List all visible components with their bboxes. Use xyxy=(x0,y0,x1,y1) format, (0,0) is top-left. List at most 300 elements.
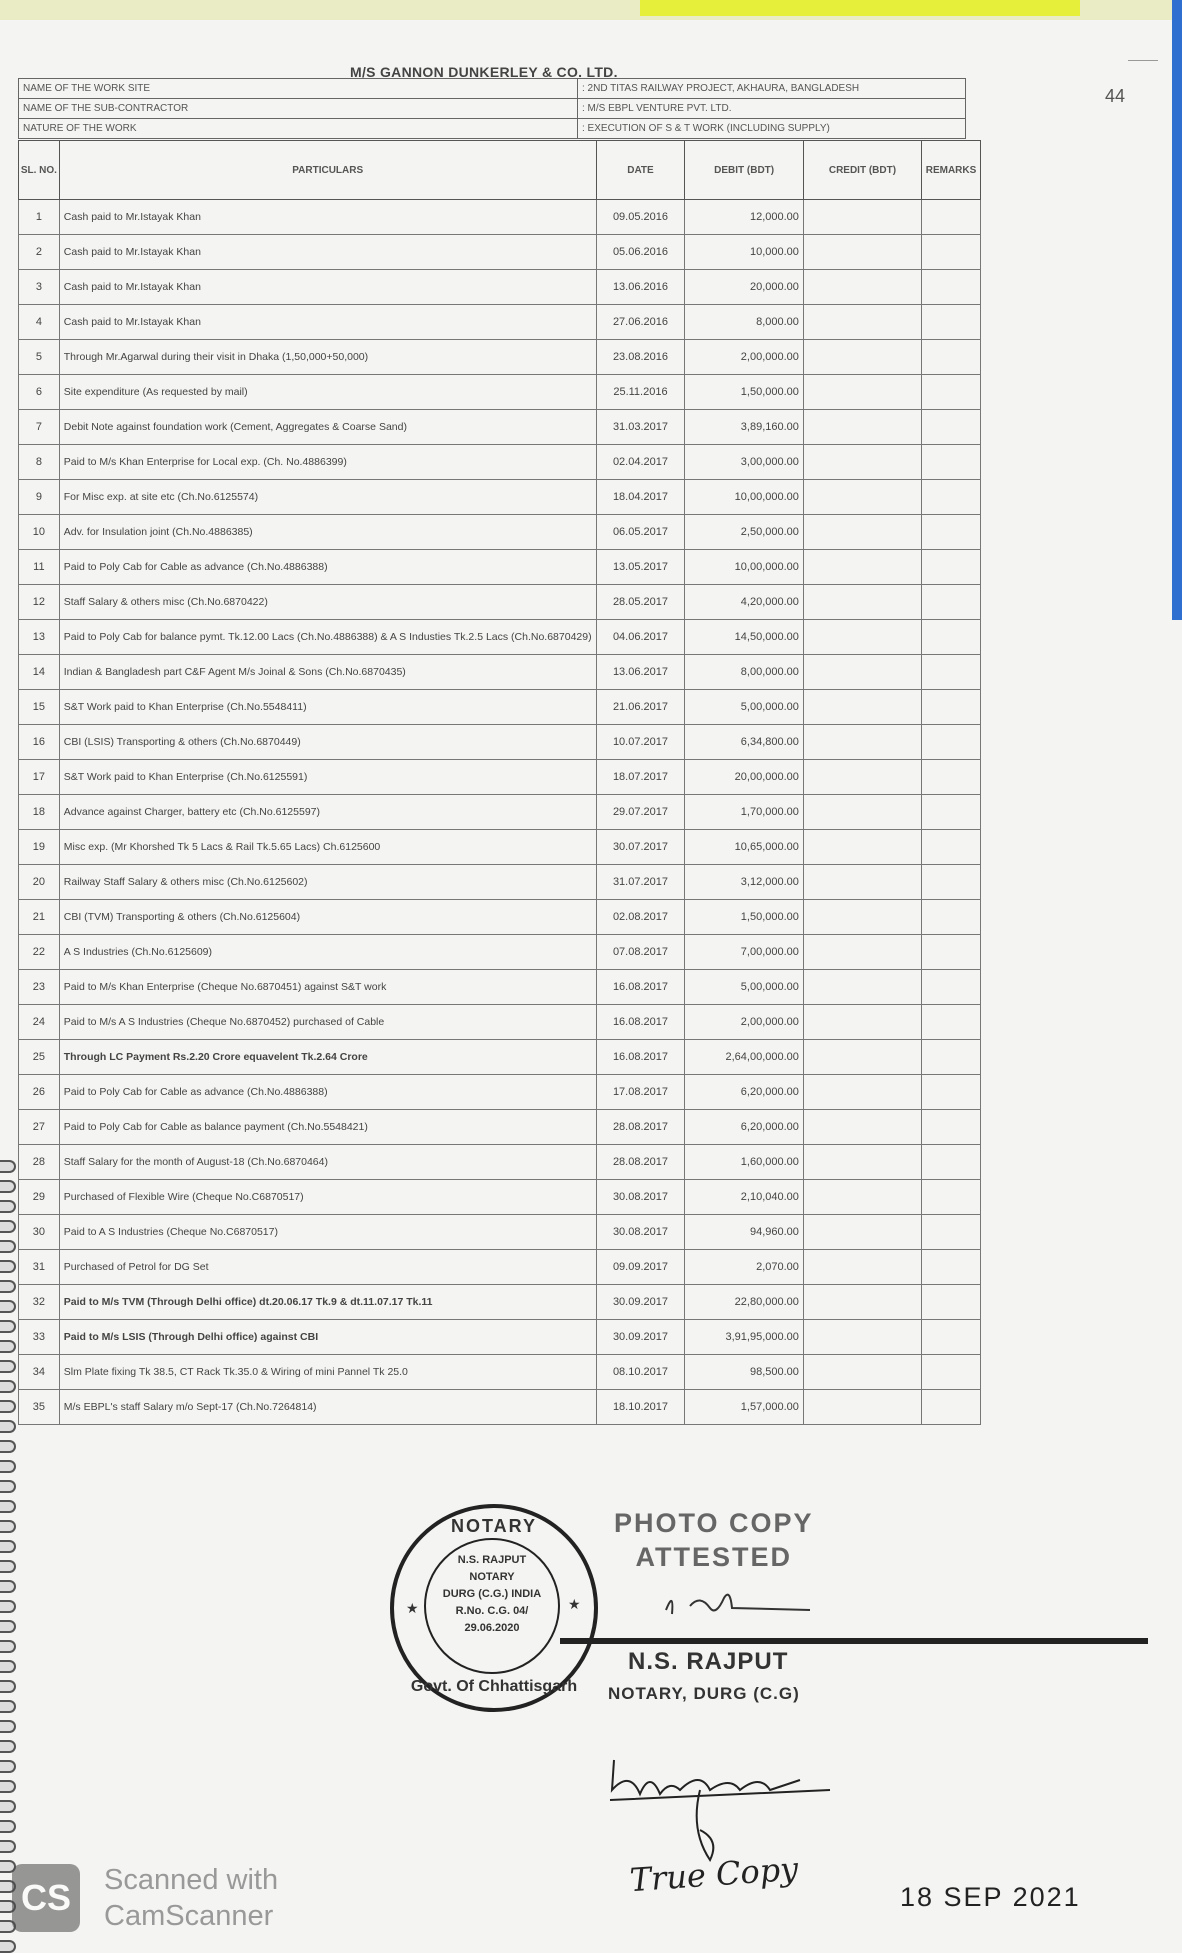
table-row xyxy=(19,410,981,445)
attested-line1: PHOTO COPY xyxy=(614,1508,814,1538)
spiral-ring xyxy=(0,1800,16,1813)
date-cell: 23.08.2016 xyxy=(596,340,685,375)
debit-cell: 10,65,000.00 xyxy=(685,830,804,865)
remarks-cell xyxy=(922,1040,981,1075)
remarks-cell xyxy=(922,340,981,375)
particulars-cell: For Misc exp. at site etc (Ch.No.6125574) xyxy=(59,480,596,515)
seal-bottom-text: Govt. Of Chhattisgarh xyxy=(410,1678,578,1695)
work-site-label: NAME OF THE WORK SITE xyxy=(19,79,578,99)
col-debit: DEBIT (BDT) xyxy=(685,141,804,200)
corner-mark xyxy=(1128,60,1158,61)
spiral-ring xyxy=(0,1300,16,1313)
date-cell: 13.06.2016 xyxy=(596,270,685,305)
credit-cell xyxy=(803,760,921,795)
spiral-ring xyxy=(0,1520,16,1533)
initials-signature xyxy=(660,1580,820,1620)
remarks-cell xyxy=(922,970,981,1005)
particulars-cell: Purchased of Petrol for DG Set xyxy=(59,1250,596,1285)
credit-cell xyxy=(803,1110,921,1145)
date-cell: 29.07.2017 xyxy=(596,795,685,830)
seal-title: NOTARY xyxy=(469,1571,515,1583)
date-cell: 10.07.2017 xyxy=(596,725,685,760)
debit-cell: 2,64,00,000.00 xyxy=(685,1040,804,1075)
credit-cell xyxy=(803,690,921,725)
sl-cell: 31 xyxy=(19,1250,60,1285)
particulars-cell: Cash paid to Mr.Istayak Khan xyxy=(59,200,596,235)
notary-name: N.S. RAJPUT xyxy=(628,1648,789,1675)
nature-label: NATURE OF THE WORK xyxy=(19,119,578,139)
seal-name: N.S. RAJPUT xyxy=(457,1554,527,1566)
date-cell: 02.08.2017 xyxy=(596,900,685,935)
credit-cell xyxy=(803,445,921,480)
spiral-ring xyxy=(0,1720,16,1733)
debit-cell: 2,00,000.00 xyxy=(685,1005,804,1040)
table-row xyxy=(19,795,981,830)
spiral-ring xyxy=(0,1640,16,1653)
ledger-table xyxy=(18,140,981,1425)
remarks-cell xyxy=(922,270,981,305)
table-row xyxy=(19,1040,981,1075)
sl-cell: 34 xyxy=(19,1355,60,1390)
sl-cell: 13 xyxy=(19,620,60,655)
table-row xyxy=(19,970,981,1005)
credit-cell xyxy=(803,340,921,375)
date-cell: 13.05.2017 xyxy=(596,550,685,585)
remarks-cell xyxy=(922,1145,981,1180)
credit-cell xyxy=(803,1250,921,1285)
date-cell: 18.07.2017 xyxy=(596,760,685,795)
debit-cell: 20,00,000.00 xyxy=(685,760,804,795)
spiral-ring xyxy=(0,1500,16,1513)
remarks-cell xyxy=(922,1250,981,1285)
particulars-cell: Cash paid to Mr.Istayak Khan xyxy=(59,235,596,270)
spiral-ring xyxy=(0,1840,16,1853)
remarks-cell xyxy=(922,900,981,935)
table-row xyxy=(19,270,981,305)
credit-cell xyxy=(803,970,921,1005)
table-row xyxy=(19,200,981,235)
particulars-cell: Staff Salary & others misc (Ch.No.6870422) xyxy=(59,585,596,620)
sl-cell: 12 xyxy=(19,585,60,620)
credit-cell xyxy=(803,1320,921,1355)
date-cell: 25.11.2016 xyxy=(596,375,685,410)
col-particulars: PARTICULARS xyxy=(59,141,596,200)
table-row xyxy=(19,690,981,725)
spiral-ring xyxy=(0,1220,16,1233)
remarks-cell xyxy=(922,1005,981,1040)
sl-cell: 16 xyxy=(19,725,60,760)
spiral-ring xyxy=(0,1660,16,1673)
date-cell: 30.08.2017 xyxy=(596,1180,685,1215)
remarks-cell xyxy=(922,1180,981,1215)
date-cell: 21.06.2017 xyxy=(596,690,685,725)
seal-reg: R.No. C.G. 04/ xyxy=(455,1605,529,1617)
remarks-cell xyxy=(922,655,981,690)
ledger-header-row xyxy=(19,141,981,200)
notary-seal xyxy=(390,1504,598,1712)
date-cell: 07.08.2017 xyxy=(596,935,685,970)
debit-cell: 3,12,000.00 xyxy=(685,865,804,900)
debit-cell: 10,000.00 xyxy=(685,235,804,270)
table-row xyxy=(19,340,981,375)
debit-cell: 1,60,000.00 xyxy=(685,1145,804,1180)
credit-cell xyxy=(803,550,921,585)
credit-cell xyxy=(803,1180,921,1215)
credit-cell xyxy=(803,375,921,410)
table-row xyxy=(19,585,981,620)
remarks-cell xyxy=(922,935,981,970)
date-cell: 02.04.2017 xyxy=(596,445,685,480)
date-cell: 16.08.2017 xyxy=(596,970,685,1005)
date-cell: 18.10.2017 xyxy=(596,1390,685,1425)
watermark-line2: CamScanner xyxy=(104,1900,274,1932)
seal-star-icon: ★ xyxy=(568,1596,581,1612)
sl-cell: 26 xyxy=(19,1075,60,1110)
credit-cell xyxy=(803,830,921,865)
date-cell: 31.07.2017 xyxy=(596,865,685,900)
spiral-ring xyxy=(0,1160,16,1173)
attested-stamp xyxy=(614,1506,814,1574)
table-row xyxy=(19,1250,981,1285)
credit-cell xyxy=(803,795,921,830)
remarks-cell xyxy=(922,830,981,865)
remarks-cell xyxy=(922,515,981,550)
sl-cell: 17 xyxy=(19,760,60,795)
debit-cell: 7,00,000.00 xyxy=(685,935,804,970)
col-sl: SL. NO. xyxy=(19,141,60,200)
particulars-cell: Adv. for Insulation joint (Ch.No.4886385) xyxy=(59,515,596,550)
particulars-cell: CBI (LSIS) Transporting & others (Ch.No.6870449) xyxy=(59,725,596,760)
debit-cell: 1,57,000.00 xyxy=(685,1390,804,1425)
sl-cell: 6 xyxy=(19,375,60,410)
notary-designation: NOTARY, DURG (C.G) xyxy=(608,1684,800,1703)
date-cell: 30.07.2017 xyxy=(596,830,685,865)
highlight-strip xyxy=(640,0,1080,16)
spiral-ring xyxy=(0,1260,16,1273)
date-cell: 05.06.2016 xyxy=(596,235,685,270)
sl-cell: 29 xyxy=(19,1180,60,1215)
sl-cell: 8 xyxy=(19,445,60,480)
particulars-cell: Paid to M/s A S Industries (Cheque No.6870452) purchased of Cable xyxy=(59,1005,596,1040)
spiral-ring xyxy=(0,1780,16,1793)
remarks-cell xyxy=(922,1215,981,1250)
credit-cell xyxy=(803,1215,921,1250)
remarks-cell xyxy=(922,865,981,900)
spiral-ring xyxy=(0,1460,16,1473)
particulars-cell: Paid to Poly Cab for Cable as advance (Ch.No.4886388) xyxy=(59,1075,596,1110)
particulars-cell: CBI (TVM) Transporting & others (Ch.No.6125604) xyxy=(59,900,596,935)
spiral-ring xyxy=(0,1560,16,1573)
particulars-cell: Purchased of Flexible Wire (Cheque No.C6870517) xyxy=(59,1180,596,1215)
date-cell: 09.05.2016 xyxy=(596,200,685,235)
date-cell: 09.09.2017 xyxy=(596,1250,685,1285)
remarks-cell xyxy=(922,480,981,515)
credit-cell xyxy=(803,1040,921,1075)
debit-cell: 2,50,000.00 xyxy=(685,515,804,550)
col-remarks: REMARKS xyxy=(922,141,981,200)
particulars-cell: S&T Work paid to Khan Enterprise (Ch.No.5548411) xyxy=(59,690,596,725)
spiral-ring xyxy=(0,1760,16,1773)
remarks-cell xyxy=(922,585,981,620)
remarks-cell xyxy=(922,445,981,480)
credit-cell xyxy=(803,725,921,760)
remarks-cell xyxy=(922,410,981,445)
particulars-cell: Paid to M/s Khan Enterprise (Cheque No.6870451) against S&T work xyxy=(59,970,596,1005)
table-row xyxy=(19,480,981,515)
debit-cell: 2,10,040.00 xyxy=(685,1180,804,1215)
date-cell: 04.06.2017 xyxy=(596,620,685,655)
sl-cell: 32 xyxy=(19,1285,60,1320)
debit-cell: 6,20,000.00 xyxy=(685,1075,804,1110)
date-cell: 06.05.2017 xyxy=(596,515,685,550)
seal-star-icon: ★ xyxy=(406,1600,419,1616)
remarks-cell xyxy=(922,725,981,760)
date-cell: 16.08.2017 xyxy=(596,1040,685,1075)
remarks-cell xyxy=(922,1390,981,1425)
credit-cell xyxy=(803,410,921,445)
sl-cell: 20 xyxy=(19,865,60,900)
sl-cell: 11 xyxy=(19,550,60,585)
spiral-ring xyxy=(0,1600,16,1613)
sl-cell: 14 xyxy=(19,655,60,690)
date-cell: 17.08.2017 xyxy=(596,1075,685,1110)
sl-cell: 7 xyxy=(19,410,60,445)
true-copy-handwriting xyxy=(620,1840,820,1910)
sl-cell: 28 xyxy=(19,1145,60,1180)
table-row xyxy=(19,900,981,935)
spiral-ring xyxy=(0,1400,16,1413)
date-cell: 28.05.2017 xyxy=(596,585,685,620)
sl-cell: 10 xyxy=(19,515,60,550)
debit-cell: 22,80,000.00 xyxy=(685,1285,804,1320)
table-row xyxy=(19,235,981,270)
debit-cell: 94,960.00 xyxy=(685,1215,804,1250)
debit-cell: 6,20,000.00 xyxy=(685,1110,804,1145)
credit-cell xyxy=(803,620,921,655)
table-row xyxy=(19,1110,981,1145)
sl-cell: 1 xyxy=(19,200,60,235)
work-details-table xyxy=(18,78,966,139)
debit-cell: 1,50,000.00 xyxy=(685,900,804,935)
table-row xyxy=(19,550,981,585)
debit-cell: 2,070.00 xyxy=(685,1250,804,1285)
date-cell: 13.06.2017 xyxy=(596,655,685,690)
debit-cell: 8,000.00 xyxy=(685,305,804,340)
spiral-ring xyxy=(0,1620,16,1633)
particulars-cell: Slm Plate fixing Tk 38.5, CT Rack Tk.35.0 & Wiring of mini Pannel Tk 25.0 xyxy=(59,1355,596,1390)
remarks-cell xyxy=(922,620,981,655)
particulars-cell: A S Industries (Ch.No.6125609) xyxy=(59,935,596,970)
particulars-cell: S&T Work paid to Khan Enterprise (Ch.No.6125591) xyxy=(59,760,596,795)
date-cell: 16.08.2017 xyxy=(596,1005,685,1040)
table-row xyxy=(19,725,981,760)
camscanner-logo: CS xyxy=(12,1864,80,1932)
credit-cell xyxy=(803,900,921,935)
col-date: DATE xyxy=(596,141,685,200)
debit-cell: 1,50,000.00 xyxy=(685,375,804,410)
table-row xyxy=(19,1180,981,1215)
remarks-cell xyxy=(922,1110,981,1145)
date-stamp: 18 SEP 2021 xyxy=(900,1882,1081,1912)
spiral-ring xyxy=(0,1360,16,1373)
table-row xyxy=(19,1145,981,1180)
spiral-ring xyxy=(0,1180,16,1193)
debit-cell: 5,00,000.00 xyxy=(685,970,804,1005)
top-edge-band xyxy=(0,0,1182,20)
table-row xyxy=(19,1215,981,1250)
debit-cell: 8,00,000.00 xyxy=(685,655,804,690)
credit-cell xyxy=(803,1145,921,1180)
subcontractor-value: : M/S EBPL VENTURE PVT. LTD. xyxy=(578,99,966,119)
date-cell: 28.08.2017 xyxy=(596,1145,685,1180)
seal-date: 29.06.2020 xyxy=(464,1622,520,1634)
credit-cell xyxy=(803,935,921,970)
spiral-ring xyxy=(0,1380,16,1393)
remarks-cell xyxy=(922,760,981,795)
company-title: M/S GANNON DUNKERLEY & CO. LTD. xyxy=(350,64,618,80)
credit-cell xyxy=(803,1005,921,1040)
remarks-cell xyxy=(922,375,981,410)
particulars-cell: Paid to Poly Cab for Cable as balance payment (Ch.No.5548421) xyxy=(59,1110,596,1145)
table-row xyxy=(19,935,981,970)
seal-top-text: NOTARY xyxy=(451,1516,537,1536)
table-row xyxy=(19,1005,981,1040)
sl-cell: 5 xyxy=(19,340,60,375)
particulars-cell: Site expenditure (As requested by mail) xyxy=(59,375,596,410)
particulars-cell: Cash paid to Mr.Istayak Khan xyxy=(59,305,596,340)
credit-cell xyxy=(803,200,921,235)
credit-cell xyxy=(803,480,921,515)
spiral-ring xyxy=(0,1340,16,1353)
date-cell: 27.06.2016 xyxy=(596,305,685,340)
spiral-ring xyxy=(0,1580,16,1593)
particulars-cell: Advance against Charger, battery etc (Ch.No.6125597) xyxy=(59,795,596,830)
remarks-cell xyxy=(922,235,981,270)
sl-cell: 2 xyxy=(19,235,60,270)
sl-cell: 33 xyxy=(19,1320,60,1355)
credit-cell xyxy=(803,1390,921,1425)
spiral-ring xyxy=(0,1320,16,1333)
table-row xyxy=(19,1075,981,1110)
particulars-cell: Paid to Poly Cab for balance pymt. Tk.12.00 Lacs (Ch.No.4886388) & A S Industies Tk.2.5 Lacs (Ch.No.6870429) xyxy=(59,620,596,655)
attested-line2: ATTESTED xyxy=(635,1542,793,1572)
debit-cell: 98,500.00 xyxy=(685,1355,804,1390)
seal-place: DURG (C.G.) INDIA xyxy=(442,1588,542,1600)
signature-rule xyxy=(560,1638,1148,1644)
spiral-ring xyxy=(0,1200,16,1213)
date-cell: 28.08.2017 xyxy=(596,1110,685,1145)
sl-cell: 23 xyxy=(19,970,60,1005)
debit-cell: 3,00,000.00 xyxy=(685,445,804,480)
table-row xyxy=(19,620,981,655)
camscanner-watermark xyxy=(104,1862,278,1934)
credit-cell xyxy=(803,1075,921,1110)
debit-cell: 10,00,000.00 xyxy=(685,550,804,585)
credit-cell xyxy=(803,235,921,270)
sl-cell: 27 xyxy=(19,1110,60,1145)
remarks-cell xyxy=(922,550,981,585)
watermark-line1: Scanned with xyxy=(104,1864,279,1896)
sl-cell: 30 xyxy=(19,1215,60,1250)
sl-cell: 24 xyxy=(19,1005,60,1040)
debit-cell: 20,000.00 xyxy=(685,270,804,305)
credit-cell xyxy=(803,515,921,550)
table-row xyxy=(19,1320,981,1355)
true-copy-text: True Copy xyxy=(628,1849,800,1900)
sl-cell: 19 xyxy=(19,830,60,865)
remarks-cell xyxy=(922,200,981,235)
sl-cell: 22 xyxy=(19,935,60,970)
spiral-ring xyxy=(0,1480,16,1493)
credit-cell xyxy=(803,865,921,900)
credit-cell xyxy=(803,585,921,620)
table-row xyxy=(19,1390,981,1425)
date-cell: 30.09.2017 xyxy=(596,1320,685,1355)
remarks-cell xyxy=(922,795,981,830)
debit-cell: 2,00,000.00 xyxy=(685,340,804,375)
spiral-ring xyxy=(0,1540,16,1553)
particulars-cell: Paid to M/s LSIS (Through Delhi office) against CBI xyxy=(59,1320,596,1355)
spiral-ring xyxy=(0,1280,16,1293)
table-row xyxy=(19,375,981,410)
sl-cell: 9 xyxy=(19,480,60,515)
debit-cell: 12,000.00 xyxy=(685,200,804,235)
remarks-cell xyxy=(922,305,981,340)
table-row xyxy=(19,305,981,340)
date-cell: 30.08.2017 xyxy=(596,1215,685,1250)
particulars-cell: Railway Staff Salary & others misc (Ch.No.6125602) xyxy=(59,865,596,900)
table-row xyxy=(19,760,981,795)
date-cell: 08.10.2017 xyxy=(596,1355,685,1390)
remarks-cell xyxy=(922,1075,981,1110)
sl-cell: 4 xyxy=(19,305,60,340)
subcontractor-label: NAME OF THE SUB-CONTRACTOR xyxy=(19,99,578,119)
particulars-cell: Paid to A S Industries (Cheque No.C6870517) xyxy=(59,1215,596,1250)
particulars-cell: Debit Note against foundation work (Cement, Aggregates & Coarse Sand) xyxy=(59,410,596,445)
particulars-cell: Paid to M/s Khan Enterprise for Local exp. (Ch. No.4886399) xyxy=(59,445,596,480)
table-row xyxy=(19,830,981,865)
sl-cell: 15 xyxy=(19,690,60,725)
particulars-cell: Misc exp. (Mr Khorshed Tk 5 Lacs & Rail Tk.5.65 Lacs) Ch.6125600 xyxy=(59,830,596,865)
debit-cell: 3,89,160.00 xyxy=(685,410,804,445)
page-number: 44 xyxy=(1105,86,1126,106)
remarks-cell xyxy=(922,1355,981,1390)
table-row xyxy=(19,865,981,900)
spiral-ring xyxy=(0,1820,16,1833)
work-site-value: : 2ND TITAS RAILWAY PROJECT, AKHAURA, BANGLADESH xyxy=(578,79,966,99)
spiral-ring xyxy=(0,1740,16,1753)
sl-cell: 25 xyxy=(19,1040,60,1075)
remarks-cell xyxy=(922,1285,981,1320)
credit-cell xyxy=(803,305,921,340)
debit-cell: 5,00,000.00 xyxy=(685,690,804,725)
particulars-cell: Indian & Bangladesh part C&F Agent M/s Joinal & Sons (Ch.No.6870435) xyxy=(59,655,596,690)
sl-cell: 35 xyxy=(19,1390,60,1425)
col-credit: CREDIT (BDT) xyxy=(803,141,921,200)
debit-cell: 4,20,000.00 xyxy=(685,585,804,620)
particulars-cell: M/s EBPL's staff Salary m/o Sept-17 (Ch.No.7264814) xyxy=(59,1390,596,1425)
particulars-cell: Through LC Payment Rs.2.20 Crore equavelent Tk.2.64 Crore xyxy=(59,1040,596,1075)
spiral-ring xyxy=(0,1420,16,1433)
credit-cell xyxy=(803,655,921,690)
debit-cell: 6,34,800.00 xyxy=(685,725,804,760)
spiral-ring xyxy=(0,1440,16,1453)
spiral-ring xyxy=(0,1240,16,1253)
remarks-cell xyxy=(922,690,981,725)
date-cell: 18.04.2017 xyxy=(596,480,685,515)
remarks-cell xyxy=(922,1320,981,1355)
table-row xyxy=(19,1355,981,1390)
